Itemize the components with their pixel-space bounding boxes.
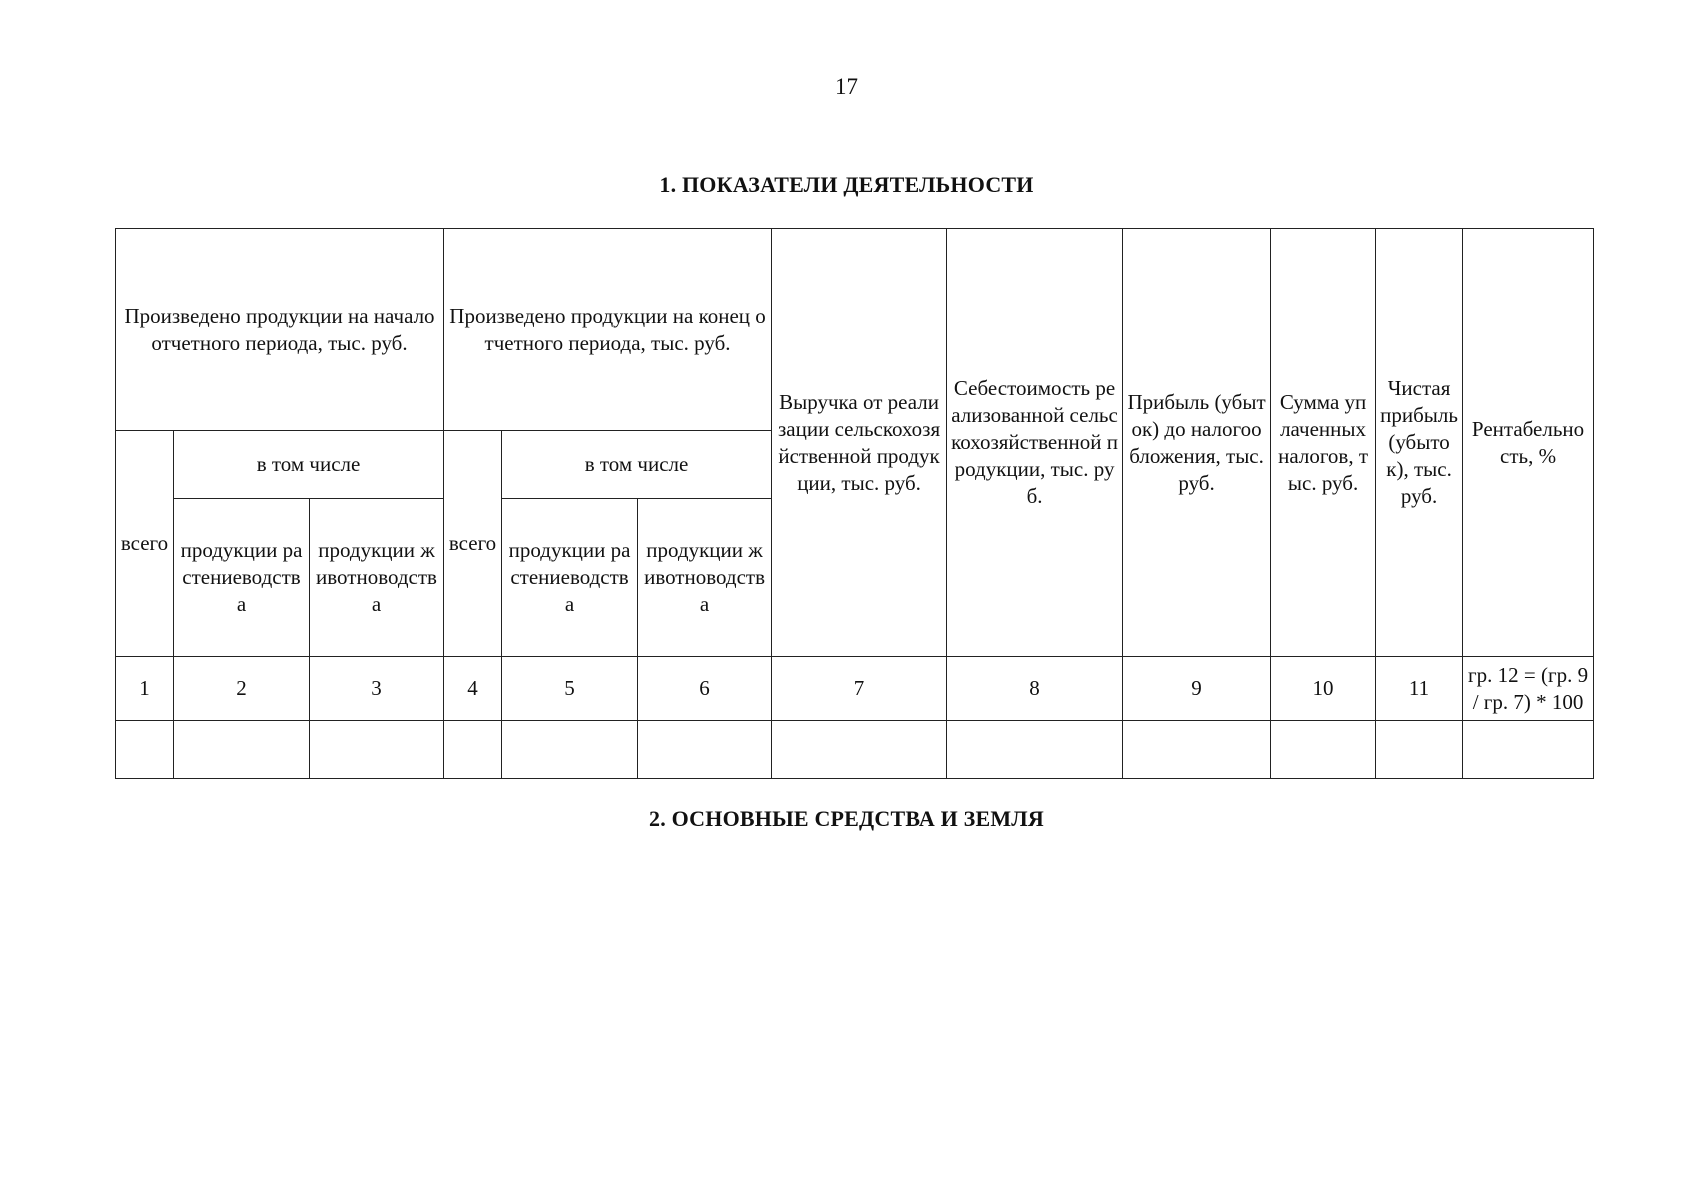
column-number: 4	[444, 657, 502, 721]
data-cell[interactable]	[947, 721, 1123, 779]
header-cost: Себестоимость реализованной сельскохозяйственной продукции, тыс. руб.	[947, 229, 1123, 657]
data-cell[interactable]	[310, 721, 444, 779]
column-12-formula: гр. 12 = (гр. 9 / гр. 7) * 100	[1463, 657, 1594, 721]
section-title-indicators: 1. ПОКАЗАТЕЛИ ДЕЯТЕЛЬНОСТИ	[659, 172, 1034, 197]
table-row	[116, 721, 1594, 779]
header-including-start: в том числе	[174, 431, 444, 499]
column-number: 5	[502, 657, 638, 721]
section-title-fixed-assets: 2. ОСНОВНЫЕ СРЕДСТВА И ЗЕМЛЯ	[649, 806, 1044, 831]
header-revenue: Выручка от реализации сельскохозяйственной продукции, тыс. руб.	[772, 229, 947, 657]
data-cell[interactable]	[1123, 721, 1271, 779]
column-number-row	[116, 657, 1594, 721]
column-number: 11	[1376, 657, 1463, 721]
header-production-start: Произведено продукции на начало отчетного периода, тыс. руб.	[116, 229, 444, 431]
header-total-start: всего	[116, 431, 174, 657]
data-cell[interactable]	[116, 721, 174, 779]
indicators-table	[115, 228, 1594, 779]
column-number: 10	[1271, 657, 1376, 721]
data-cell[interactable]	[638, 721, 772, 779]
data-cell[interactable]	[1463, 721, 1594, 779]
page-number: 17	[835, 74, 858, 99]
column-number: 7	[772, 657, 947, 721]
header-crop-start: продукции растениеводства	[174, 499, 310, 657]
data-cell[interactable]	[1271, 721, 1376, 779]
header-taxes-paid: Сумма уплаченных налогов, тыс. руб.	[1271, 229, 1376, 657]
data-cell[interactable]	[772, 721, 947, 779]
column-number: 1	[116, 657, 174, 721]
column-number: 2	[174, 657, 310, 721]
data-cell[interactable]	[502, 721, 638, 779]
data-cell[interactable]	[174, 721, 310, 779]
column-number: 9	[1123, 657, 1271, 721]
header-net-profit: Чистая прибыль (убыток), тыс. руб.	[1376, 229, 1463, 657]
header-crop-end: продукции растениеводства	[502, 499, 638, 657]
data-cell[interactable]	[1376, 721, 1463, 779]
data-cell[interactable]	[444, 721, 502, 779]
header-production-end: Произведено продукции на конец отчетного периода, тыс. руб.	[444, 229, 772, 431]
header-profitability: Рентабельность, %	[1463, 229, 1594, 657]
column-number: 6	[638, 657, 772, 721]
column-number: 8	[947, 657, 1123, 721]
header-livestock-end: продукции животноводства	[638, 499, 772, 657]
header-including-end: в том числе	[502, 431, 772, 499]
header-livestock-start: продукции животноводства	[310, 499, 444, 657]
header-profit-before-tax: Прибыль (убыток) до налогообложения, тыс. руб.	[1123, 229, 1271, 657]
header-total-end: всего	[444, 431, 502, 657]
column-number: 3	[310, 657, 444, 721]
